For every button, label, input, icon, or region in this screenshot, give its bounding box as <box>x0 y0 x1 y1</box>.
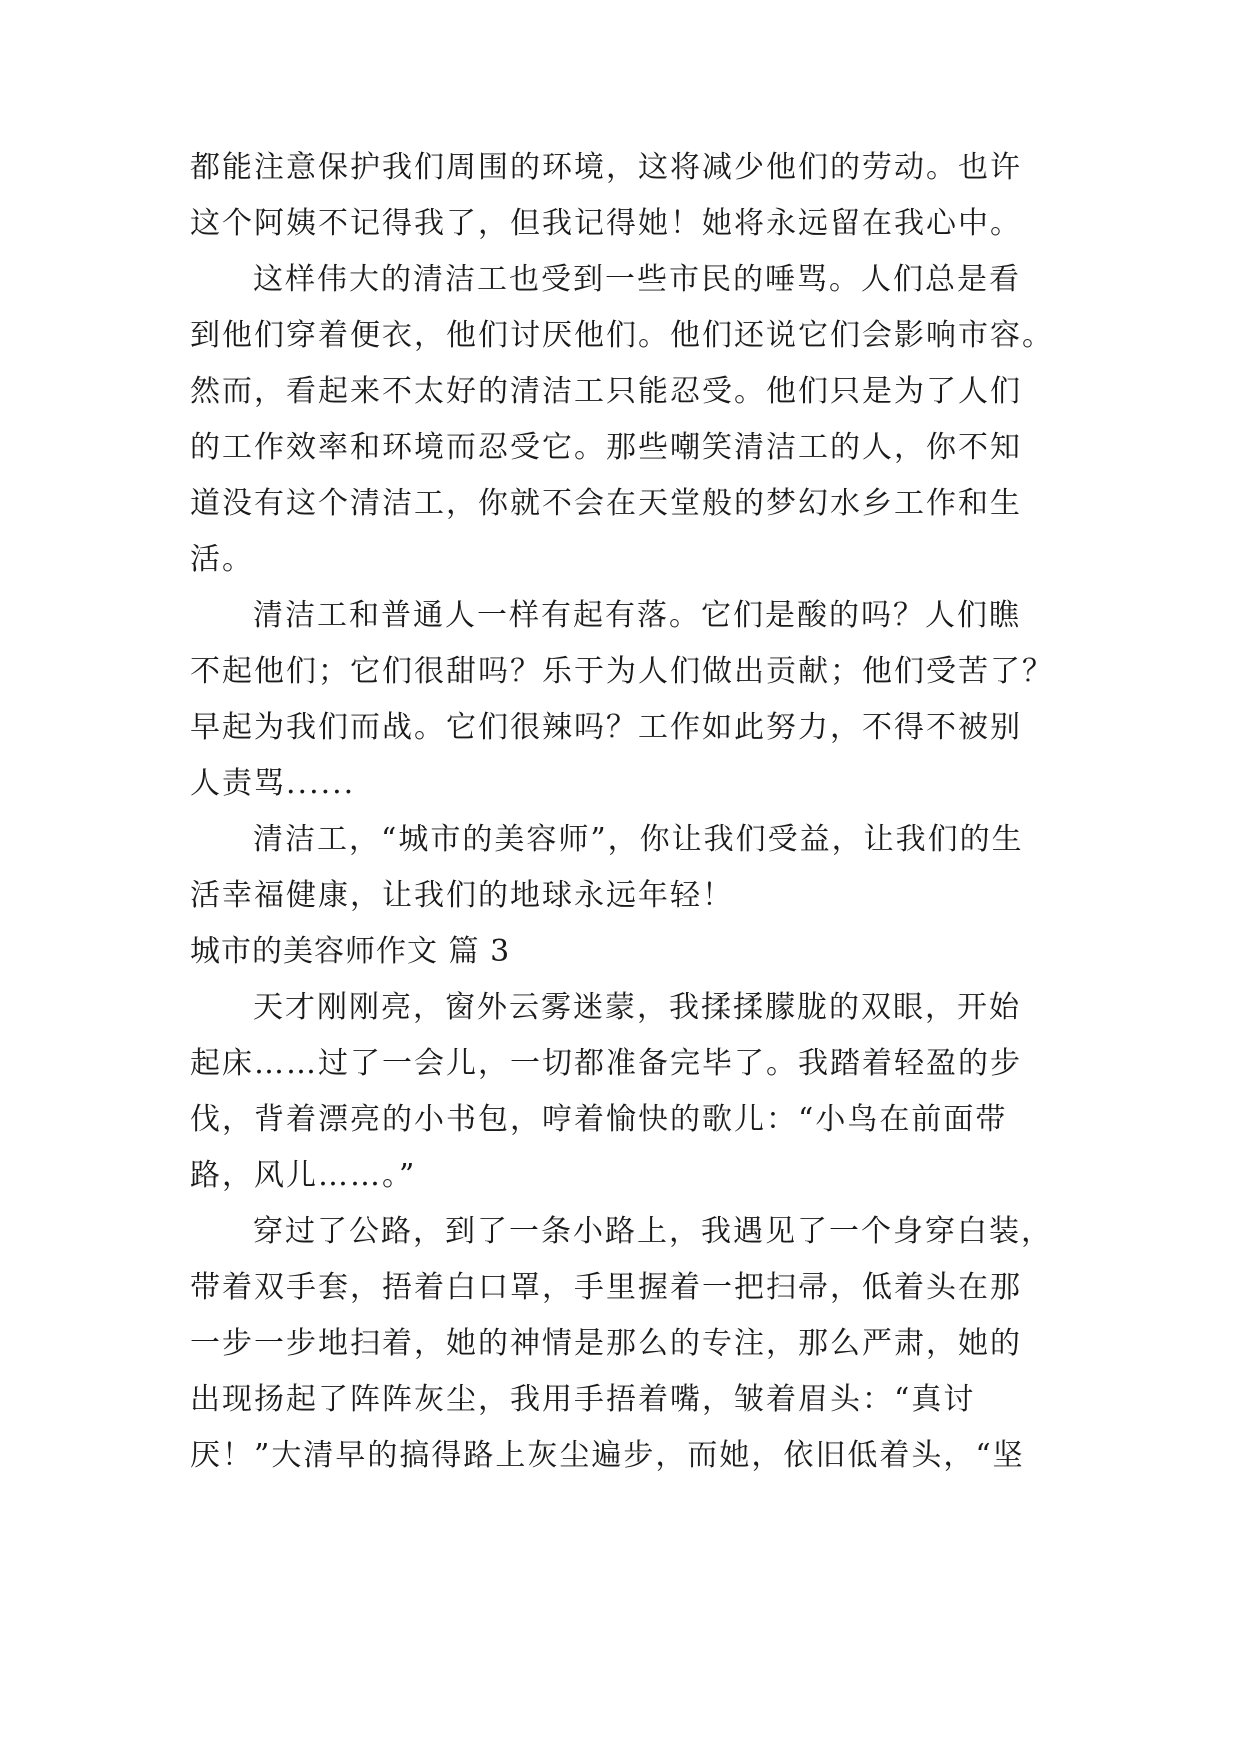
text-line: 路，风儿……。” <box>190 1158 417 1193</box>
text-line: 都能注意保护我们周围的环境，这将减少他们的劳动。也许 <box>190 150 1022 185</box>
text-line: 到他们穿着便衣，他们讨厌他们。他们还说它们会影响市容。 <box>190 318 1054 353</box>
section-heading: 城市的美容师作文 篇 3 <box>190 934 511 969</box>
text-line: 然而，看起来不太好的清洁工只能忍受。他们只是为了人们 <box>190 374 1022 409</box>
text-line: 人责骂...... <box>190 766 356 801</box>
text-line: 不起他们；它们很甜吗？乐于为人们做出贡献；他们受苦了？ <box>190 654 1054 689</box>
text-line: 天才刚刚亮，窗外云雾迷蒙，我揉揉朦胧的双眼，开始 <box>253 990 1021 1025</box>
text-line: 穿过了公路，到了一条小路上，我遇见了一个身穿白装， <box>253 1214 1053 1249</box>
text-line: 道没有这个清洁工，你就不会在天堂般的梦幻水乡工作和生 <box>190 486 1022 521</box>
text-line: 厌！”大清早的搞得路上灰尘遍步，而她，依旧低着头，“坚 <box>190 1438 1025 1473</box>
text-line: 伐，背着漂亮的小书包，哼着愉快的歌儿：“小鸟在前面带 <box>190 1102 1008 1137</box>
text-line: 活幸福健康，让我们的地球永远年轻！ <box>190 878 734 913</box>
text-line: 清洁工，“城市的美容师”，你让我们受益，让我们的生 <box>253 822 1024 857</box>
text-line: 清洁工和普通人一样有起有落。它们是酸的吗？人们瞧 <box>253 598 1021 633</box>
text-line: 活。 <box>190 542 254 577</box>
text-line: 这样伟大的清洁工也受到一些市民的唾骂。人们总是看 <box>253 262 1021 297</box>
text-line: 早起为我们而战。它们很辣吗？工作如此努力，不得不被别 <box>190 710 1022 745</box>
text-line: 起床……过了一会儿，一切都准备完毕了。我踏着轻盈的步 <box>190 1046 1022 1081</box>
text-line: 一步一步地扫着，她的神情是那么的专注，那么严肃，她的 <box>190 1326 1022 1361</box>
text-line: 的工作效率和环境而忍受它。那些嘲笑清洁工的人，你不知 <box>190 430 1022 465</box>
text-line: 带着双手套，捂着白口罩，手里握着一把扫帚，低着头在那 <box>190 1270 1022 1305</box>
text-line: 这个阿姨不记得我了，但我记得她！她将永远留在我心中。 <box>190 206 1022 241</box>
text-line: 出现扬起了阵阵灰尘，我用手捂着嘴，皱着眉头：“真讨 <box>190 1382 976 1417</box>
